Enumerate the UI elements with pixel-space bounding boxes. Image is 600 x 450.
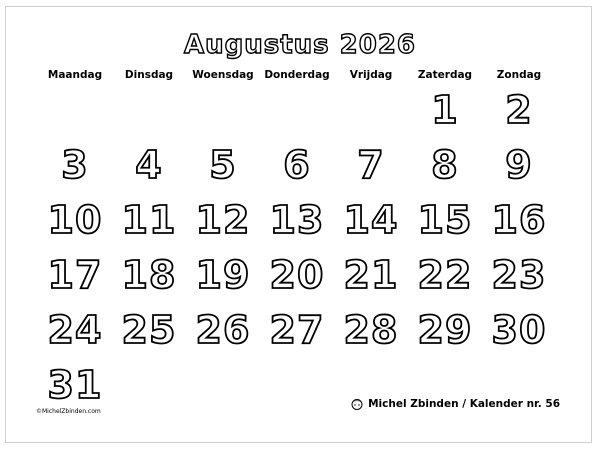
day-cell: 7: [357, 142, 385, 187]
day-cell: 3: [61, 142, 89, 187]
day-cell: 29: [417, 307, 473, 352]
day-cell: 12: [195, 197, 251, 242]
weekday-friday: Vrijdag: [349, 69, 393, 81]
day-cell: 11: [121, 197, 177, 242]
empty-day-cell: [112, 82, 186, 137]
day-cell: 19: [195, 252, 251, 297]
weekday-tuesday: Dinsdag: [124, 69, 174, 81]
day-cell: 25: [121, 307, 177, 352]
day-cell: 15: [417, 197, 473, 242]
day-cell: 14: [343, 197, 399, 242]
day-cell: 27: [269, 307, 325, 352]
credit-text: Michel Zbinden / Kalender nr. 56: [368, 398, 560, 410]
day-cell: 1: [431, 87, 459, 132]
day-cell: 6: [283, 142, 311, 187]
weekday-monday: Maandag: [47, 69, 103, 81]
weekday-sunday: Zondag: [496, 69, 542, 81]
copyright-site: ©MichelZbinden.com: [36, 408, 101, 415]
face-icon: [350, 398, 364, 410]
empty-day-cell: [38, 82, 112, 137]
day-cell: 8: [431, 142, 459, 187]
day-cell: 21: [343, 252, 399, 297]
day-cell: 20: [269, 252, 325, 297]
weekday-wednesday: Woensdag: [192, 69, 254, 81]
day-cell: 4: [135, 142, 163, 187]
empty-day-cell: [334, 82, 408, 137]
empty-day-cell: [260, 82, 334, 137]
day-cell: 22: [417, 252, 473, 297]
day-cell: 5: [209, 142, 237, 187]
footer-credit: [350, 398, 560, 410]
day-grid: [38, 82, 556, 412]
day-cell: 16: [491, 197, 547, 242]
day-cell: 18: [121, 252, 177, 297]
day-cell: 13: [269, 197, 325, 242]
calendar-title: Augustus 2026: [183, 30, 417, 60]
day-cell: 31: [47, 362, 103, 407]
weekday-saturday: Zaterdag: [417, 69, 473, 81]
day-cell: 2: [505, 87, 533, 132]
weekday-thursday: Donderdag: [264, 69, 330, 81]
day-cell: 30: [491, 307, 547, 352]
day-cell: 26: [195, 307, 251, 352]
day-cell: 10: [47, 197, 103, 242]
empty-day-cell: [186, 82, 260, 137]
day-cell: 23: [491, 252, 547, 297]
weekday-header-row: [38, 69, 556, 81]
day-cell: 17: [47, 252, 103, 297]
day-cell: 28: [343, 307, 399, 352]
day-cell: 24: [47, 307, 103, 352]
day-cell: 9: [505, 142, 533, 187]
